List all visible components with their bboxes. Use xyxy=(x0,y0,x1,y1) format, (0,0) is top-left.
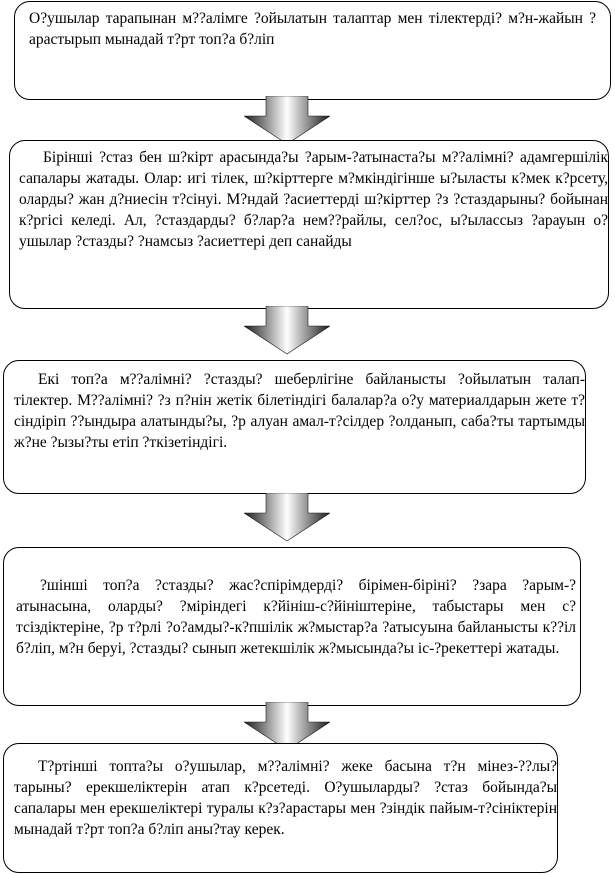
flow-box-2 xyxy=(9,140,609,309)
flow-box-3 xyxy=(3,360,586,494)
down-arrow-icon xyxy=(244,96,330,146)
flow-box-4-text: ?шінші топ?а ?стазды? жас?спірімдерді? бірімен-біріні? ?зара ?арым-?атынасына, оларды? ?міріндегі к?йініш-с?йініштеріне, табыстары мен с?тсіздіктеріне, ?р т?рлі ?о?амды?-к?пшілік ж?мыстар?а ?атысуына байланысты к??іл б?ліп, м?н беруі, ?стазды? сынып жетекшілік ж?мысында?ы іс-?рекеттері жатады. xyxy=(16,577,576,657)
flow-box-5 xyxy=(3,743,558,873)
flow-box-1 xyxy=(14,1,611,100)
flow-box-1-text: О?ушылар тарапынан м??алімге ?ойылатын талаптар мен тілектерді? м?н-жайын ?арастырып мынадай т?рт топ?а б?ліп xyxy=(29,10,596,48)
down-arrow-icon xyxy=(244,306,330,356)
flow-box-5-text: Т?ртінші топта?ы о?ушылар, м??алімні? жеке басына т?н мінез-??лы?тарыны? ерекшеліктерін атап к?рсетеді. О?ушыларды? ?стаз бойында?ы сапалары мен ерекшеліктері туралы к?з?арастары мен ?зіндік пайым-т?сініктерін мынадай т?рт топ?а б?ліп аны?тау керек. xyxy=(14,758,557,838)
flow-box-2-text: Бірінші ?стаз бен ш?кірт арасында?ы ?арым-?атынаста?ы м??алімні? адамгершілік сапалары жатады. Олар: игі тілек, ш?кірттерге м?мкіндігінше ы?ыласты к?мек к?рсету, оларды? жан д?ниесін т?сінуі. М?ндай ?асиеттерді ш?кірттер ?з ?стаздарыны? бойынан к?ргісі келеді. Ал, ?стаздарды? б?лар?а нем??райлы, сел?ос, ы?ылассыз ?арауын о?ушылар ?стазды? ?намсыз ?асиеттері деп санайды xyxy=(19,149,608,250)
down-arrow-icon xyxy=(244,493,330,543)
flow-box-3-text: Екі топ?а м??алімні? ?стазды? шеберлігіне байланысты ?ойылатын талап-тілектер. М??алімні? ?з п?нін жетік білетіндігі балалар?а о?у материалдарын жете т?сіндіріп ??ындыра алатынды?ы, ?р алуан амал-т?сілдер ?олданып, саба?ты тартымды ж?не ?ызы?ты етіп ?ткізетіндігі. xyxy=(14,371,585,451)
flow-box-4 xyxy=(3,547,581,706)
